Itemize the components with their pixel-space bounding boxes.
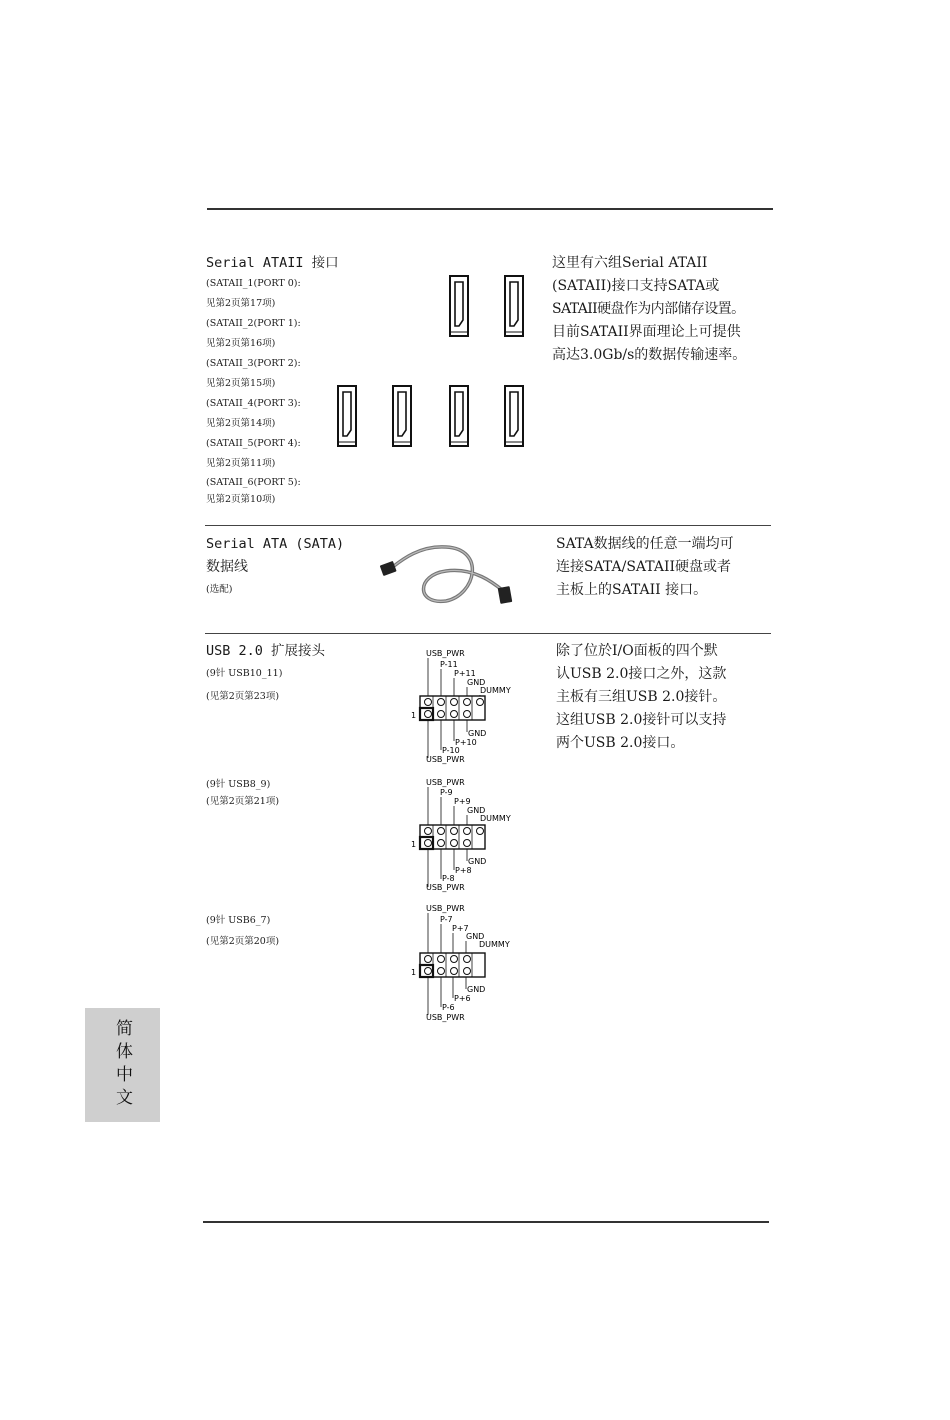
pin-label: USB_PWR [426, 883, 465, 892]
description-line: 高达3.0Gb/s的数据传输速率。 [552, 347, 747, 363]
cable-description [556, 533, 776, 602]
cable-section-subtitle: 数据线 [206, 559, 248, 575]
language-side-tab [85, 1008, 160, 1122]
sata-port-label: (SATAII_4(PORT 3): [206, 398, 301, 409]
cable-optional-note: (选配) [206, 584, 233, 595]
sata-connector-icon [450, 386, 468, 446]
description-line: (SATAII)接口支持SATA或 [552, 278, 720, 294]
description-line: 目前SATAII界面理论上可提供 [552, 324, 741, 340]
pin-label: P-10 [442, 746, 460, 755]
pin-label: P+8 [455, 866, 472, 875]
sata-port-label: (SATAII_2(PORT 1): [206, 318, 301, 329]
pin-label: GND [467, 985, 486, 994]
pin-label: P+7 [452, 924, 469, 933]
sata-port-label: (SATAII_6(PORT 5): [206, 477, 301, 488]
pin1-marker: 1 [411, 711, 417, 720]
sata-description [552, 252, 777, 367]
sata-connectors-diagram [330, 270, 530, 450]
language-tab-label: 简体中文 [112, 1019, 132, 1111]
sata-cable-illustration [376, 535, 526, 615]
bottom-rule [203, 1221, 769, 1223]
sata-port-ref: 见第2页第10项) [206, 494, 276, 505]
usb-section-title: USB 2.0 扩展接头 [206, 643, 326, 659]
description-line: 连接SATA/SATAII硬盘或者 [556, 559, 732, 575]
pin-label: USB_PWR [426, 1013, 465, 1022]
pin1-marker: 1 [411, 840, 417, 849]
sata-port-ref: 见第2页第15项) [206, 378, 276, 389]
usb-header-diagram [408, 775, 518, 895]
pin-label: P-6 [442, 1003, 455, 1012]
top-rule [207, 208, 773, 210]
sata-connector-icon [338, 386, 356, 446]
sata-connector-icon [505, 276, 523, 336]
pin-label: P+11 [454, 669, 476, 678]
pin-label: DUMMY [479, 940, 510, 949]
section-divider [205, 525, 771, 526]
usb-header-pins: (9针 USB6_7) [206, 915, 271, 926]
description-line: 认USB 2.0接口之外，这款 [556, 666, 727, 682]
pin-label: DUMMY [480, 686, 511, 695]
usb-header-pins: (9针 USB8_9) [206, 779, 271, 790]
description-line: 除了位於I/O面板的四个默 [556, 643, 718, 659]
pin-label: USB_PWR [426, 904, 465, 913]
sata-port-label: (SATAII_1(PORT 0): [206, 278, 301, 289]
section-divider [205, 633, 771, 634]
description-line: SATAII硬盘作为内部储存设置。 [552, 301, 745, 317]
pin-label: P-7 [440, 915, 453, 924]
pin-label: USB_PWR [426, 778, 465, 787]
pin-label: P-9 [440, 788, 453, 797]
pin-label: P+6 [454, 994, 471, 1003]
pin-label: GND [467, 806, 486, 815]
usb-header-pins: (9针 USB10_11) [206, 668, 283, 679]
pin1-marker: 1 [411, 968, 417, 977]
usb-header-ref: (见第2页第23项) [206, 691, 280, 702]
pin-label: USB_PWR [426, 649, 465, 658]
usb-header-ref: (见第2页第20项) [206, 936, 280, 947]
cable-section-title: Serial ATA (SATA) [206, 536, 345, 552]
pin-label: GND [468, 857, 487, 866]
pin-label: P-11 [440, 660, 458, 669]
sata-connector-icon [505, 386, 523, 446]
sata-port-ref: 见第2页第16项) [206, 338, 276, 349]
usb-description [556, 640, 776, 755]
sata-port-ref: 见第2页第11项) [206, 458, 276, 469]
pin-label: GND [466, 932, 485, 941]
usb-header-ref: (见第2页第21项) [206, 796, 280, 807]
description-line: 主板有三组USB 2.0接针。 [556, 689, 727, 705]
pin-label: GND [467, 678, 486, 687]
sata-port-ref: 见第2页第17项) [206, 298, 276, 309]
pin-label: P-8 [442, 874, 455, 883]
pin-label: USB_PWR [426, 755, 465, 764]
usb-header-diagram [408, 901, 518, 1026]
sata-port-label: (SATAII_3(PORT 2): [206, 358, 301, 369]
pin-label: P+10 [455, 738, 477, 747]
description-line: 这里有六组Serial ATAII [552, 255, 708, 271]
sata-section-title: Serial ATAII 接口 [206, 255, 339, 271]
description-line: 这组USB 2.0接针可以支持 [556, 712, 727, 728]
sata-port-ref: 见第2页第14项) [206, 418, 276, 429]
pin-label: DUMMY [480, 814, 511, 823]
sata-port-list [206, 274, 336, 508]
usb-header-diagram [408, 646, 518, 766]
pin-label: P+9 [454, 797, 471, 806]
sata-connector-icon [450, 276, 468, 336]
sata-port-label: (SATAII_5(PORT 4): [206, 438, 301, 449]
description-line: SATA数据线的任意一端均可 [556, 536, 734, 552]
description-line: 主板上的SATAII 接口。 [556, 582, 708, 598]
sata-connector-icon [393, 386, 411, 446]
pin-label: GND [468, 729, 487, 738]
description-line: 两个USB 2.0接口。 [556, 735, 685, 751]
